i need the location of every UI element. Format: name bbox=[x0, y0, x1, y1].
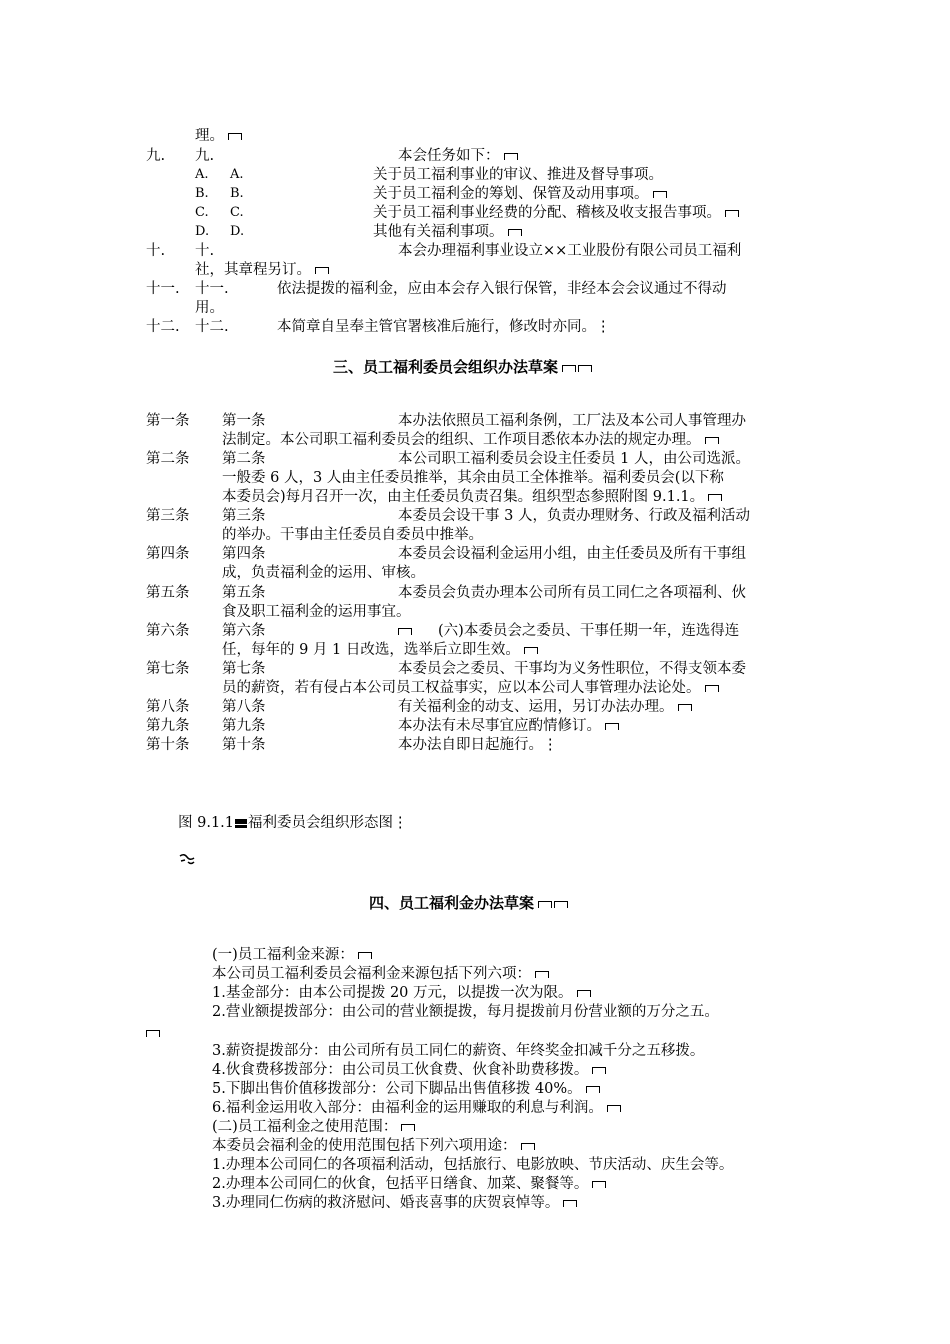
article-number: 第四条 bbox=[222, 546, 266, 562]
item-number: 九. bbox=[195, 148, 215, 164]
article-text: 任，每年的 9 月 1 日改选，选举后立即生效。 bbox=[222, 641, 538, 659]
sub-item-text: 关于员工福利金的筹划、保管及动用事项。 bbox=[373, 185, 667, 203]
article-number: 第三条 bbox=[222, 508, 266, 524]
article-text: 本委员会负责办理本公司所有员工同仁之各项福利、伙 bbox=[398, 585, 746, 601]
item-number: 十一. bbox=[195, 281, 229, 297]
sub-item-label: C. bbox=[195, 205, 209, 220]
list-item: 3.薪资提拨部分：由公司所有员工同仁的薪资、年终奖金扣减千分之五移拨。 bbox=[212, 1043, 705, 1059]
sub-item-label: A. bbox=[230, 167, 244, 182]
article-number: 第十条 bbox=[222, 737, 266, 753]
article-text: 一般委 6 人，3 人由主任委员推举，其余由员工全体推举。福利委员会(以下称 bbox=[222, 470, 724, 486]
article-number: 第七条 bbox=[146, 661, 190, 677]
text-line: 本委员会福利金的使用范围包括下列六项用途： bbox=[212, 1137, 535, 1155]
article-number: 第八条 bbox=[222, 699, 266, 715]
sub-item-label: D. bbox=[230, 224, 245, 239]
sub-item-label: D. bbox=[195, 224, 210, 239]
article-text: 本办法自即日起施行。⋮ bbox=[398, 737, 558, 753]
article-number: 第五条 bbox=[146, 585, 190, 601]
list-item: 3.办理同仁伤病的救济慰问、婚丧喜事的庆贺哀悼等。 bbox=[212, 1194, 577, 1212]
article-text: 法制定。本公司职工福利委员会的组织、工作项目悉依本办法的规定办理。 bbox=[222, 431, 719, 449]
subsection-title: (一)员工福利金来源： bbox=[212, 946, 372, 964]
paragraph-mark bbox=[146, 1024, 160, 1042]
list-item: 5.下脚出售价值移拨部分：公司下脚品出售值移拨 40%。 bbox=[212, 1080, 600, 1098]
image-anchor-icon bbox=[178, 852, 196, 870]
article-number: 第六条 bbox=[146, 623, 190, 639]
article-number: 第五条 bbox=[222, 585, 266, 601]
article-text: 本办法依照员工福利条例，工厂法及本公司人事管理办 bbox=[398, 413, 746, 429]
article-text: 有关福利金的动支、运用，另订办法办理。 bbox=[398, 698, 692, 716]
article-text: 员的薪资，若有侵占本公司员工权益事实，应以本公司人事管理办法论处。 bbox=[222, 679, 719, 697]
section-title: 四、员工福利金办法草案 bbox=[369, 892, 568, 913]
article-number: 第二条 bbox=[222, 451, 266, 467]
item-text: 本简章自呈奉主管官署核准后施行，修改时亦同。⋮ bbox=[277, 319, 611, 335]
sub-item-text: 其他有关福利事项。 bbox=[373, 223, 522, 241]
item-text: 用。 bbox=[195, 300, 224, 316]
article-text: 本委员会设干事 3 人，负责办理财务、行政及福利活动 bbox=[398, 508, 750, 524]
list-item: 6.福利金运用收入部分：由福利金的运用赚取的利息与利润。 bbox=[212, 1099, 621, 1117]
article-number: 第四条 bbox=[146, 546, 190, 562]
list-item: 1.办理本公司同仁的各项福利活动，包括旅行、电影放映、节庆活动、庆生会等。 bbox=[212, 1157, 734, 1173]
article-number: 第六条 bbox=[222, 623, 266, 639]
list-item: 4.伙食费移拨部分：由公司员工伙食费、伙食补助费移拨。 bbox=[212, 1061, 606, 1079]
article-text: 食及职工福利金的运用事宜。 bbox=[222, 604, 411, 620]
article-number: 第七条 bbox=[222, 661, 266, 677]
article-text: 的举办。干事由主任委员自委员中推举。 bbox=[222, 527, 483, 543]
list-item: 2.办理本公司同仁的伙食，包括平日缮食、加菜、聚餐等。 bbox=[212, 1175, 606, 1193]
item-number: 十二. bbox=[195, 319, 229, 335]
item-text: 本会任务如下： bbox=[398, 147, 518, 165]
text-line: 理。 bbox=[195, 127, 242, 145]
item-number: 十. bbox=[146, 243, 166, 259]
article-text: 本委员会之委员、干事均为义务性职位，不得支领本委 bbox=[398, 661, 746, 677]
article-number: 第十条 bbox=[146, 737, 190, 753]
sub-item-label: B. bbox=[195, 186, 209, 201]
sub-item-text: 关于员工福利事业经费的分配、稽核及收支报告事项。 bbox=[373, 204, 739, 222]
article-number: 第一条 bbox=[222, 413, 266, 429]
sub-item-label: B. bbox=[230, 186, 244, 201]
subsection-title: (二)员工福利金之使用范围： bbox=[212, 1118, 415, 1136]
sub-item-text: 关于员工福利事业的审议、推进及督导事项。 bbox=[373, 167, 663, 183]
sub-item-label: C. bbox=[230, 205, 244, 220]
article-number: 第一条 bbox=[146, 413, 190, 429]
article-text: 本委员会)每月召开一次，由主任委员负责召集。组织型态参照附图 9.1.1。 bbox=[222, 488, 722, 506]
article-text: 本办法有未尽事宜应酌情修订。 bbox=[398, 717, 619, 735]
list-item: 1.基金部分：由本公司提拨 20 万元，以提拨一次为限。 bbox=[212, 984, 591, 1002]
article-number: 第二条 bbox=[146, 451, 190, 467]
article-number: 第九条 bbox=[222, 718, 266, 734]
article-text: 本公司职工福利委员会设主任委员 1 人，由公司选派。 bbox=[398, 451, 750, 467]
item-number: 十一. bbox=[146, 281, 180, 297]
item-number: 十二. bbox=[146, 319, 180, 335]
figure-caption: 图 9.1.1 福利委员会组织形态图⋮ bbox=[178, 815, 408, 831]
section-title: 三、员工福利委员会组织办法草案 bbox=[333, 356, 592, 377]
article-number: 第三条 bbox=[146, 508, 190, 524]
article-number: 第九条 bbox=[146, 718, 190, 734]
item-text: 社，其章程另订。 bbox=[195, 261, 329, 279]
text-line: 本公司员工福利委员会福利金来源包括下列六项： bbox=[212, 965, 549, 983]
item-number: 九. bbox=[146, 148, 166, 164]
list-item: 2.营业额提拨部分：由公司的营业额提拨，每月提拨前月份营业额的万分之五。 bbox=[212, 1004, 719, 1020]
item-text: 本会办理福利事业设立××工业股份有限公司员工福利 bbox=[398, 243, 742, 259]
article-text: 成，负责福利金的运用、审核。 bbox=[222, 565, 425, 581]
article-text: (六)本委员会之委员、干事任期一年，连选得连 bbox=[398, 622, 739, 640]
article-number: 第八条 bbox=[146, 699, 190, 715]
sub-item-label: A. bbox=[195, 167, 209, 182]
article-text: 本委员会设福利金运用小组，由主任委员及所有干事组 bbox=[398, 546, 746, 562]
table-icon bbox=[235, 819, 247, 828]
item-number: 十. bbox=[195, 243, 215, 259]
item-text: 依法提拨的福利金，应由本会存入银行保管，非经本会会议通过不得动 bbox=[277, 281, 727, 297]
